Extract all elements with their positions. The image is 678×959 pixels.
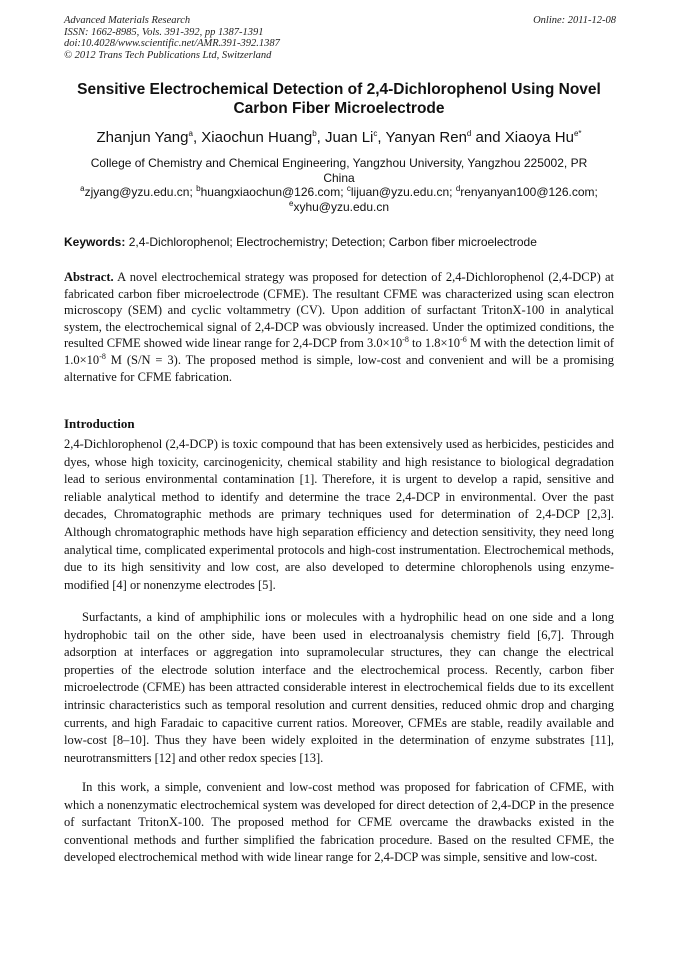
author-affiliation-mark: a	[188, 129, 193, 138]
author-affiliation-mark: e*	[573, 129, 582, 138]
abstract-text: M with the detection limit of 1.0×10	[64, 336, 614, 367]
author	[96, 129, 201, 146]
email-entry	[347, 185, 456, 199]
email-mark: a	[80, 184, 85, 193]
email-separator: ;	[594, 185, 598, 199]
abstract-text: to 1.8×10	[408, 336, 461, 351]
author	[505, 129, 582, 146]
exponent: -8	[99, 351, 106, 361]
exponent: -8	[402, 335, 409, 345]
intro-paragraph-2: Surfactants, a kind of amphiphilic ions or molecules with a hydrophilic head on one side and a long hydrophobic tail on the other side, have been used in electroanalysis chemistry field [6,7]. Through adsorption at interfaces or aggregation into supramolecular structures, they can change the electrical properties of the electrode solution interface and the electrochemical process. Recently, carbon fiber microelectrode (CFME) has been attracted considerable interest in electrochemical fields due to its excellent intrinsic characteristics such as temporal resolution and current densities, reduced ohmic drop and charging currents, and high Faradaic to capacitive current ratios. Moreover, CFMEs are stable, readily available and low-cost [8–10]. Thus they have been widely exploited in the determination of enzyme substrates [11], neurotransmitters [12] and other redox species [13].	[64, 610, 614, 765]
email-address[interactable]: zjyang@yzu.edu.cn	[84, 185, 190, 199]
author	[325, 129, 385, 146]
author-name: Yanyan Ren	[385, 129, 467, 146]
abstract-text: A novel electrochemical strategy was proposed for detection of 2,4-Dichlorophenol (2,4-DCP) at fabricated carbon fiber microelectrode (CFME). The resultant CFME was characterized using scan electron microscopy (SEM) and cyclic voltammetry (CV). Upon addition of surfactant TritonX-100 in analytical system, the electrochemical signal of 2,4-DCP was obviously increased. Under the optimized conditions, the resulted CFME showed wide linear range for 2,4-DCP from 3.0×10	[64, 270, 614, 351]
author-affiliation-mark: b	[312, 129, 317, 138]
paper-title-line-2: Carbon Fiber Microelectrode	[233, 100, 445, 117]
author-affiliation-mark: c	[373, 129, 378, 138]
email-address[interactable]: xyhu@yzu.edu.cn	[293, 199, 390, 214]
author-list	[20, 128, 658, 148]
affiliation	[64, 156, 614, 185]
author-separator: ,	[377, 129, 386, 146]
email-separator: ;	[449, 185, 456, 199]
paper-title-line-1: Sensitive Electrochemical Detection of 2,4-Dichlorophenol Using Novel	[77, 81, 601, 98]
email-entry	[196, 185, 347, 199]
section-heading-introduction: Introduction	[64, 416, 135, 431]
email-mark: b	[196, 184, 201, 193]
email-address[interactable]: lijuan@yzu.edu.cn	[350, 185, 450, 199]
abstract-text: M (S/N = 3). The proposed method is simple, low-cost and convenient and will be a promising alternative for CFME fabrication.	[64, 352, 614, 384]
email-mark: d	[455, 184, 461, 193]
email-list	[40, 185, 638, 214]
intro-paragraph-1: 2,4-Dichlorophenol (2,4-DCP) is toxic compound that has been extensively used as herbicides, pesticides and dyes, whose high toxicity, carcinogenicity, chemical stability and high resistance to biological degradation lead to serious environmental contamination [1]. Therefore, it is urgent to develop a rapid, sensitive and reliable analytical method to identify and determine the trace 2,4-DCP in environmental. Over the past decades, Chromatographic methods are primary techniques used for determination of 2,4-DCP [2,3]. Although chromatographic methods have high separation efficiency and detection sensitivity, they need long analytical time, complicated experimental protocols and high-cost instrumentation. Electrochemical methods, due to its high sensitivity and low cost, are also developed to determine chlorophenols using enzyme-modified [4] or nonenzyme electrodes [5].	[64, 437, 614, 592]
intro-paragraph-3: In this work, a simple, convenient and low-cost method was proposed for fabrication of CFME, with which a nonenzymatic electrochemical system was developed for direct detection of 2,4-DCP in the presence of surfactant TritonX-100. The proposed method for CFME overcame the drawbacks existed in the conventional methods and further simplified the fabrication procedure. Based on the resulted CFME, the developed electrochemical method with wide linear range for 2,4-DCP was simple, sensitive and low-cost.	[64, 780, 614, 865]
email-address[interactable]: huangxiaochun@126.com	[200, 185, 341, 199]
author-separator: and	[471, 129, 505, 146]
email-separator: ;	[340, 185, 347, 199]
email-mark: c	[346, 184, 351, 193]
journal-doi: doi:10.4028/www.scientific.net/AMR.391-392.1387	[64, 38, 280, 49]
email-address[interactable]: renyanyan100@126.com	[460, 185, 595, 199]
paper-title	[40, 80, 638, 118]
author-name: Xiaoya Hu	[504, 129, 574, 146]
email-entry	[456, 185, 598, 199]
journal-header	[64, 15, 616, 61]
author-separator: ,	[316, 129, 326, 146]
journal-issn: ISSN: 1662-8985, Vols. 391-392, pp 1387-1391	[64, 26, 264, 38]
abstract	[64, 269, 614, 385]
exponent: -6	[460, 335, 467, 345]
keywords-label: Keywords:	[64, 235, 126, 249]
author	[201, 129, 325, 146]
author-name: Zhanjun Yang	[96, 129, 189, 146]
journal-copyright: © 2012 Trans Tech Publications Ltd, Switzerland	[64, 49, 272, 61]
email-entry	[289, 200, 389, 214]
email-separator: ;	[189, 185, 197, 199]
author-name: Xiaochun Huang	[201, 129, 313, 146]
keywords-text: 2,4-Dichlorophenol; Electrochemistry; Detection; Carbon fiber microelectrode	[125, 235, 537, 249]
journal-name: Advanced Materials Research	[64, 15, 191, 26]
author	[385, 129, 504, 146]
email-mark: e	[288, 198, 294, 208]
author-separator: ,	[192, 129, 202, 146]
author-affiliation-mark: d	[466, 129, 472, 138]
affiliation-line-2: China	[323, 170, 355, 185]
online-date: Online: 2011-12-08	[533, 15, 616, 26]
affiliation-line-1: College of Chemistry and Chemical Engineering, Yangzhou University, Yangzhou 225002, PR	[90, 156, 588, 170]
abstract-label: Abstract.	[64, 270, 114, 284]
author-name: Juan Li	[325, 129, 374, 146]
email-entry	[80, 185, 196, 199]
keywords	[64, 235, 624, 249]
